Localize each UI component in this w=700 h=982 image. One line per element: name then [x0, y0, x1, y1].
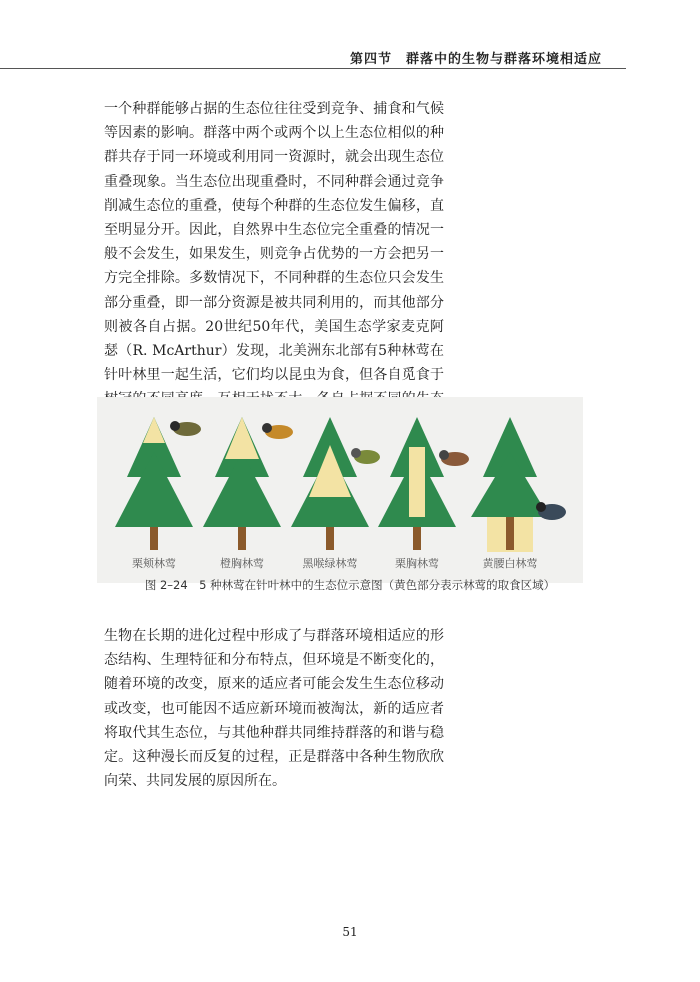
feeding-zone-1	[143, 417, 165, 443]
bird-icon	[536, 502, 566, 520]
figure-caption: 图 2–24 5 种林莺在针叶林中的生态位示意图（黄色部分表示林莺的取食区域）	[144, 578, 556, 592]
paragraph-adaptation: 生物在长期的进化过程中形成了与群落环境相适应的形态结构、生理特征和分布特点，但环境是不断变化的，随着环境的改变，原来的适应者可能会发生生态位移动或改变，也可能因不适应新环境而被淘汰，新的适应者将取代其生态位，与其他种群共同维持群落的和谐与稳定。这种漫长而反复的过程，正是群落中各种生物欣欣向荣、共同发展的原因所在。	[104, 628, 444, 790]
section-title: 第四节 群落中的生物与群落环境相适应	[349, 52, 602, 67]
page-number: 51	[342, 925, 358, 939]
tree-1	[115, 417, 193, 550]
header-divider	[0, 68, 626, 69]
feeding-zone-4	[409, 447, 425, 517]
tree-4	[378, 417, 456, 550]
warbler-label-5: 黄腰白林莺	[482, 557, 538, 570]
bird-icon	[351, 448, 380, 464]
warbler-label-2: 橙胸林莺	[220, 557, 264, 570]
warbler-label-3: 黑喉绿林莺	[302, 557, 358, 570]
warbler-niche-figure	[97, 397, 583, 583]
feeding-zone-2	[225, 417, 259, 459]
tree-5	[471, 417, 549, 552]
bird-icon	[170, 421, 201, 436]
page-header	[0, 0, 700, 70]
warbler-label-1: 栗颊林莺	[132, 557, 176, 570]
paragraph-niche-overlap: 一个种群能够占据的生态位往往受到竞争、捕食和气候等因素的影响。群落中两个或两个以上生态位相似的种群共存于同一环境或利用同一资源时，就会出现生态位重叠现象。当生态位出现重叠时，不同种群会通过竞争削减生态位的重叠，使每个种群的生态位发生偏移，直至明显分开。因此，自然界中生态位完全重叠的情况一般不会发生，如果发生，则竞争占优势的一方会把另一方完全排除。多数情况下，不同种群的生态位只会发生部分重叠，即一部分资源是被共同利用的，而其他部分则被各自占据。20世纪50年代，美国生态学家麦克阿瑟（R. McArthur）发现，北美洲东北部有5种林莺在针叶林里一起生活，它们均以昆虫为食，但各自觅食于	[104, 101, 444, 384]
bird-icon	[262, 423, 293, 439]
bird-icon	[439, 450, 469, 466]
tree-3	[291, 417, 369, 550]
warbler-label-4: 栗胸林莺	[395, 557, 439, 570]
